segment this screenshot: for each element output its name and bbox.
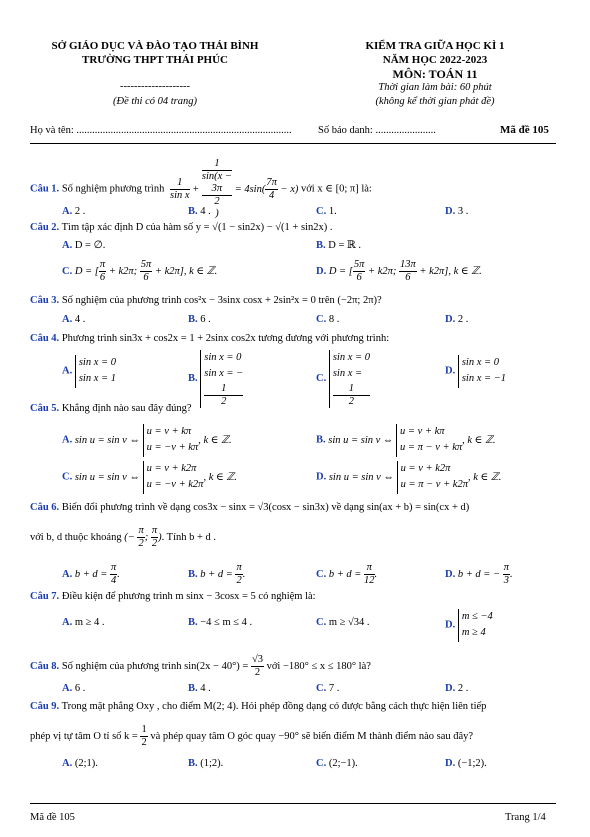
- q8-option-d[interactable]: D. 2 .: [445, 683, 469, 694]
- question-6: Câu 6. Biến đổi phương trình về dạng cos3x − sinx = √3(cosx − sin3x) về dạng sin(ax + b) = sin(cx + d): [30, 502, 470, 513]
- time-limit: Thời gian làm bài: 60 phút: [378, 82, 492, 93]
- q5-option-b[interactable]: B. sin u = sin v ⇔ u = v + kπ u = π − v + kπ , k ∈ ℤ.: [316, 424, 496, 457]
- header-dashes: --------------------: [120, 81, 190, 92]
- q4-option-d[interactable]: D. sin x = 0 sin x = −1: [445, 355, 506, 388]
- q9-option-b[interactable]: B. (1;2).: [188, 758, 224, 769]
- q3-option-a[interactable]: A. 4 .: [62, 314, 86, 325]
- q2-option-a[interactable]: A. D = ∅.: [62, 240, 106, 251]
- footer-divider: [30, 803, 556, 804]
- question-2: Câu 2. Tìm tập xác định D của hàm số y = √(1 − sin2x) − √(1 + sin2x) .: [30, 222, 333, 233]
- q4-option-a[interactable]: A. sin x = 0 sin x = 1: [62, 355, 116, 388]
- q2-option-b[interactable]: B. D = ℝ .: [316, 240, 361, 251]
- student-id-field[interactable]: Số báo danh: .......................: [318, 125, 436, 136]
- header-divider: [30, 143, 556, 144]
- q9-option-d[interactable]: D. (−1;2).: [445, 758, 487, 769]
- q6-option-a[interactable]: A. b + d = $\frac{\pi}{4}$ .: [62, 562, 120, 587]
- question-7: Câu 7. Điều kiện để phương trình m sinx − 3cosx = 5 có nghiệm là:: [30, 591, 316, 602]
- question-3: Câu 3. Số nghiệm của phương trình cos²x − 3sinx cosx + 2sin²x = 0 trên (−2π; 2π)?: [30, 295, 382, 306]
- q5-option-d[interactable]: D. sin u = sin v ⇔ u = v + k2π u = π − v + k2π , k ∈ ℤ.: [316, 461, 501, 494]
- q7-option-c[interactable]: C. m ≥ √34 .: [316, 617, 370, 628]
- q7-option-b[interactable]: B. −4 ≤ m ≤ 4 .: [188, 617, 253, 628]
- question-8: Câu 8. Số nghiệm của phương trình sin(2x − 40°) = $\frac{√3}{2}$ với −180° ≤ x ≤ 180° là?: [30, 654, 371, 679]
- page-count-note: (Đề thi có 04 trang): [113, 96, 197, 107]
- question-9: Câu 9. Trong mặt phẳng Oxy , cho điểm M(2; 4). Hỏi phép đồng dạng có được bằng cách thực hiện liên tiếp: [30, 701, 487, 712]
- exam-code: Mã đề 105: [500, 124, 549, 136]
- q2-option-c[interactable]: C. D = [ $\frac{\pi}{6}$ + k2π; $\frac{5\pi}{6}$ + k2π], k ∈ ℤ.: [62, 259, 218, 284]
- q7-option-d[interactable]: D. m ≤ −4 m ≥ 4: [445, 609, 493, 642]
- q5-option-a[interactable]: A. sin u = sin v ⇔ u = v + kπ u = −v + kπ , k ∈ ℤ.: [62, 424, 232, 457]
- q6-option-b[interactable]: B. b + d = $\frac{\pi}{2}$ .: [188, 562, 246, 587]
- subject: MÔN: TOÁN 11: [392, 67, 478, 81]
- q4-option-b[interactable]: B. sin x = 0 sin x = − 1 2: [188, 352, 244, 407]
- q8-option-a[interactable]: A. 6 .: [62, 683, 86, 694]
- q2-option-d[interactable]: D. D = [ $\frac{5\pi}{6}$ + k2π; $\frac{13\pi}{6}$ + k2π], k ∈ ℤ.: [316, 259, 482, 284]
- q6-option-d[interactable]: D. b + d = − $\frac{\pi}{3}$ .: [445, 562, 513, 587]
- time-note: (không kể thời gian phát đề): [375, 96, 495, 107]
- q3-option-d[interactable]: D. 2 .: [445, 314, 469, 325]
- question-5: Câu 5. Khẳng định nào sau đây đúng?: [30, 403, 192, 414]
- q1-option-a[interactable]: A. 2 .: [62, 206, 86, 217]
- q3-option-c[interactable]: C. 8 .: [316, 314, 340, 325]
- q1-option-b[interactable]: B. 4 .: [188, 206, 211, 217]
- q8-option-c[interactable]: C. 7 .: [316, 683, 340, 694]
- question-9-line-2: phép vị tự tâm O tỉ số k = $\frac{1}{2}$ và phép quay tâm O góc quay −90° sẽ biến điểm M thành điểm nào sau đây?: [30, 724, 474, 749]
- footer-page-number: Trang 1/4: [505, 812, 546, 823]
- school-name: TRƯỜNG THPT THÁI PHÚC: [82, 54, 228, 66]
- q7-option-a[interactable]: A. m ≥ 4 .: [62, 617, 105, 628]
- question-4: Câu 4. Phương trình sin3x + cos2x = 1 + 2sinx cos2x tương đương với phương trình:: [30, 333, 390, 344]
- school-year: NĂM HỌC 2022-2023: [382, 54, 488, 66]
- q4-option-c[interactable]: C. sin x = 0 sin x = 1 2: [316, 352, 370, 407]
- q9-option-a[interactable]: A. (2;1).: [62, 758, 98, 769]
- department-name: SỞ GIÁO DỤC VÀ ĐÀO TẠO THÁI BÌNH: [51, 40, 259, 52]
- exam-title: KIỂM TRA GIỮA HỌC KÌ 1: [365, 40, 505, 52]
- question-1: Câu 1. Số nghiệm phương trình $\frac{1}{\text{sin x}}$ + 1 sin(x − 3π 2 ) = 4sin( $\frac{7\pi}{4}$ − x) với x ∈ [0; π] là:: [30, 158, 372, 220]
- student-name-field[interactable]: Họ và tên: ..................................................................................: [30, 125, 292, 136]
- question-6-line-2: với b, d thuộc khoảng (− $\frac{\pi}{2}$ ; $\frac{\pi}{2}$ ). Tính b + d .: [30, 525, 217, 550]
- q1-option-c[interactable]: C. 1.: [316, 206, 337, 217]
- q9-option-c[interactable]: C. (2;−1).: [316, 758, 358, 769]
- q5-option-c[interactable]: C. sin u = sin v ⇔ u = v + k2π u = −v + k2π , k ∈ ℤ.: [62, 461, 237, 494]
- q8-option-b[interactable]: B. 4 .: [188, 683, 211, 694]
- q1-option-d[interactable]: D. 3 .: [445, 206, 469, 217]
- q6-option-c[interactable]: C. b + d = $\frac{\pi}{12}$ .: [316, 562, 378, 587]
- footer-exam-code: Mã đề 105: [30, 812, 75, 823]
- q3-option-b[interactable]: B. 6 .: [188, 314, 211, 325]
